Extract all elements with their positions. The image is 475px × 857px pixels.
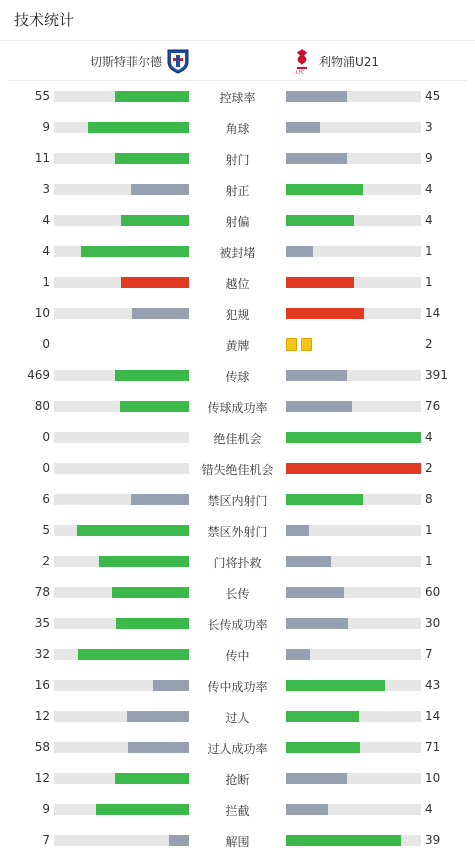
away-bar-fill (286, 525, 309, 536)
stat-row (0, 174, 475, 205)
home-bar-fill (121, 215, 189, 226)
home-value: 3 (42, 182, 50, 196)
away-bar-track (286, 91, 421, 102)
stat-label: 黄牌 (225, 339, 250, 353)
home-bar-fill (115, 370, 189, 381)
home-value: 0 (42, 430, 50, 444)
home-bar-track (54, 742, 189, 753)
home-value: 2 (42, 554, 50, 568)
home-bar-track (54, 153, 189, 164)
home-value: 469 (27, 368, 50, 382)
stat-row (0, 205, 475, 236)
stat-row (0, 639, 475, 670)
stat-row (0, 360, 475, 391)
home-bar-track (54, 556, 189, 567)
away-value: 4 (425, 182, 433, 196)
stat-row (0, 515, 475, 546)
home-value: 4 (42, 213, 50, 227)
home-value: 12 (34, 709, 50, 723)
home-bar-track (54, 618, 189, 629)
stat-label: 禁区外射门 (207, 525, 268, 539)
away-bar-track (286, 463, 421, 474)
away-bar-fill (286, 91, 347, 102)
stat-row (0, 732, 475, 763)
away-bar-track (286, 742, 421, 753)
away-bar-track (286, 494, 421, 505)
home-value: 9 (42, 120, 50, 134)
home-value: 35 (34, 616, 50, 630)
stat-row (0, 391, 475, 422)
stat-row (0, 670, 475, 701)
stat-label: 射门 (225, 153, 250, 167)
stat-row (0, 825, 475, 856)
stat-row (0, 236, 475, 267)
stat-label: 被封堵 (219, 246, 256, 260)
stat-label: 过人 (225, 711, 250, 725)
svg-text:LFC: LFC (296, 70, 305, 74)
away-bar-track (286, 835, 421, 846)
home-value: 11 (34, 151, 50, 165)
home-bar-track (54, 587, 189, 598)
stat-label: 抢断 (225, 773, 250, 787)
away-bar-track (286, 773, 421, 784)
home-value: 7 (42, 833, 50, 847)
home-bar-fill (115, 91, 189, 102)
yellow-card-icon (286, 338, 297, 351)
home-bar-fill (115, 153, 189, 164)
home-bar-fill (121, 277, 189, 288)
stat-row (0, 794, 475, 825)
stat-row (0, 143, 475, 174)
page-title: 技术统计 (14, 11, 75, 29)
away-value: 4 (425, 802, 433, 816)
home-bar-track (54, 711, 189, 722)
home-bar-fill (120, 401, 189, 412)
home-bar-track (54, 401, 189, 412)
home-bar-fill (99, 556, 189, 567)
stat-label: 禁区内射门 (207, 494, 268, 508)
away-value: 4 (425, 430, 433, 444)
home-value: 0 (42, 337, 50, 351)
home-bar-track (54, 680, 189, 691)
home-bar-track (54, 308, 189, 319)
home-bar-track (54, 525, 189, 536)
home-value: 55 (34, 89, 50, 103)
home-value: 32 (34, 647, 50, 661)
home-bar-fill (132, 308, 189, 319)
away-value: 7 (425, 647, 433, 661)
home-bar-fill (169, 835, 189, 846)
home-bar-track (54, 91, 189, 102)
away-value: 391 (425, 368, 448, 382)
stat-label: 射正 (225, 184, 250, 198)
stat-row (0, 329, 475, 360)
home-bar-track (54, 463, 189, 474)
away-bar-fill (286, 649, 310, 660)
away-bar-fill (286, 742, 360, 753)
away-value: 71 (425, 740, 441, 754)
away-bar-track (286, 556, 421, 567)
away-bar-fill (286, 711, 359, 722)
home-bar-fill (88, 122, 189, 133)
home-bar-track (54, 804, 189, 815)
home-bar-track (54, 184, 189, 195)
away-bar-fill (286, 556, 331, 567)
away-bar-fill (286, 401, 352, 412)
stat-row (0, 763, 475, 794)
away-value: 9 (425, 151, 433, 165)
away-bar-track (286, 122, 421, 133)
away-value: 1 (425, 554, 433, 568)
away-bar-fill (286, 153, 347, 164)
home-bar-fill (78, 649, 189, 660)
home-value: 4 (42, 244, 50, 258)
away-bar-track (286, 804, 421, 815)
away-team-crest-icon (294, 48, 310, 74)
away-bar-fill (286, 432, 421, 443)
away-bar-fill (286, 215, 354, 226)
home-value: 1 (42, 275, 50, 289)
away-bar-track (286, 246, 421, 257)
away-value: 1 (425, 523, 433, 537)
stat-row (0, 577, 475, 608)
home-bar-track (54, 494, 189, 505)
home-bar-fill (115, 773, 189, 784)
stat-row (0, 81, 475, 112)
away-bar-fill (286, 463, 421, 474)
stat-label: 射偏 (225, 215, 250, 229)
stat-label: 解围 (225, 835, 250, 849)
stat-row (0, 422, 475, 453)
stat-label: 传中 (225, 649, 250, 663)
away-bar-track (286, 184, 421, 195)
away-bar-track (286, 711, 421, 722)
away-value: 1 (425, 244, 433, 258)
home-value: 16 (34, 678, 50, 692)
away-value: 10 (425, 771, 441, 785)
away-value: 2 (425, 337, 433, 351)
away-bar-track (286, 401, 421, 412)
away-value: 14 (425, 709, 441, 723)
away-bar-fill (286, 246, 313, 257)
home-value: 5 (42, 523, 50, 537)
away-bar-track (286, 525, 421, 536)
home-team-crest-icon (167, 48, 189, 74)
stat-label: 过人成功率 (207, 742, 268, 756)
away-bar-fill (286, 494, 363, 505)
away-bar-fill (286, 587, 344, 598)
stat-row (0, 546, 475, 577)
stat-label: 越位 (225, 277, 250, 291)
away-bar-fill (286, 122, 320, 133)
stat-label: 绝佳机会 (213, 432, 262, 446)
away-value: 4 (425, 213, 433, 227)
away-value: 1 (425, 275, 433, 289)
home-bar-fill (128, 742, 189, 753)
home-bar-track (54, 277, 189, 288)
home-bar-track (54, 215, 189, 226)
away-value: 14 (425, 306, 441, 320)
home-value: 6 (42, 492, 50, 506)
home-bar-track (54, 122, 189, 133)
stat-row (0, 112, 475, 143)
home-bar-track (54, 246, 189, 257)
home-value: 80 (34, 399, 50, 413)
stat-label: 门将扑救 (213, 556, 262, 570)
stat-label: 犯规 (225, 308, 250, 322)
stat-row (0, 701, 475, 732)
stat-row (0, 298, 475, 329)
home-bar-fill (153, 680, 189, 691)
away-team-name: 利物浦U21 (319, 55, 380, 69)
home-value: 12 (34, 771, 50, 785)
stat-row (0, 453, 475, 484)
yellow-card-icon (301, 338, 312, 351)
away-value: 60 (425, 585, 441, 599)
home-bar-track (54, 835, 189, 846)
home-value: 10 (34, 306, 50, 320)
home-bar-fill (96, 804, 189, 815)
away-bar-fill (286, 277, 354, 288)
away-bar-track (286, 680, 421, 691)
away-bar-fill (286, 773, 347, 784)
away-bar-track (286, 432, 421, 443)
away-value: 2 (425, 461, 433, 475)
away-bar-fill (286, 308, 364, 319)
away-value: 43 (425, 678, 441, 692)
away-value: 8 (425, 492, 433, 506)
away-bar-track (286, 308, 421, 319)
home-bar-fill (127, 711, 189, 722)
home-bar-fill (112, 587, 189, 598)
stat-label: 长传 (225, 587, 250, 601)
teams-header (8, 41, 467, 81)
stat-label: 错失绝佳机会 (201, 463, 274, 477)
stat-row (0, 267, 475, 298)
home-value: 58 (34, 740, 50, 754)
away-value: 76 (425, 399, 441, 413)
home-bar-fill (131, 494, 189, 505)
away-bar-track (286, 370, 421, 381)
stat-label: 控球率 (219, 91, 256, 105)
stat-label: 传球 (225, 370, 250, 384)
stat-label: 拦截 (225, 804, 250, 818)
stat-row (0, 484, 475, 515)
away-value: 30 (425, 616, 441, 630)
home-bar-track (54, 432, 189, 443)
away-bar-track (286, 587, 421, 598)
away-bar-fill (286, 184, 363, 195)
stat-label: 角球 (225, 122, 250, 136)
stat-label: 长传成功率 (207, 618, 268, 632)
away-yellow-cards (286, 338, 316, 351)
away-bar-track (286, 153, 421, 164)
home-bar-track (54, 649, 189, 660)
home-team-name: 切斯特菲尔德 (89, 55, 162, 69)
away-bar-fill (286, 835, 401, 846)
home-bar-track (54, 773, 189, 784)
away-value: 45 (425, 89, 441, 103)
home-bar-fill (81, 246, 189, 257)
stat-label: 传中成功率 (207, 680, 268, 694)
away-value: 3 (425, 120, 433, 134)
home-bar-track (54, 370, 189, 381)
home-bar-fill (116, 618, 189, 629)
away-bar-track (286, 215, 421, 226)
home-bar-fill (77, 525, 189, 536)
away-bar-fill (286, 618, 348, 629)
home-value: 9 (42, 802, 50, 816)
stat-row (0, 608, 475, 639)
away-bar-fill (286, 370, 347, 381)
away-bar-fill (286, 680, 385, 691)
away-bar-track (286, 618, 421, 629)
home-value: 78 (34, 585, 50, 599)
away-bar-track (286, 277, 421, 288)
away-bar-track (286, 649, 421, 660)
away-bar-fill (286, 804, 328, 815)
home-bar-fill (131, 184, 189, 195)
stat-label: 传球成功率 (207, 401, 268, 415)
away-value: 39 (425, 833, 441, 847)
home-value: 0 (42, 461, 50, 475)
